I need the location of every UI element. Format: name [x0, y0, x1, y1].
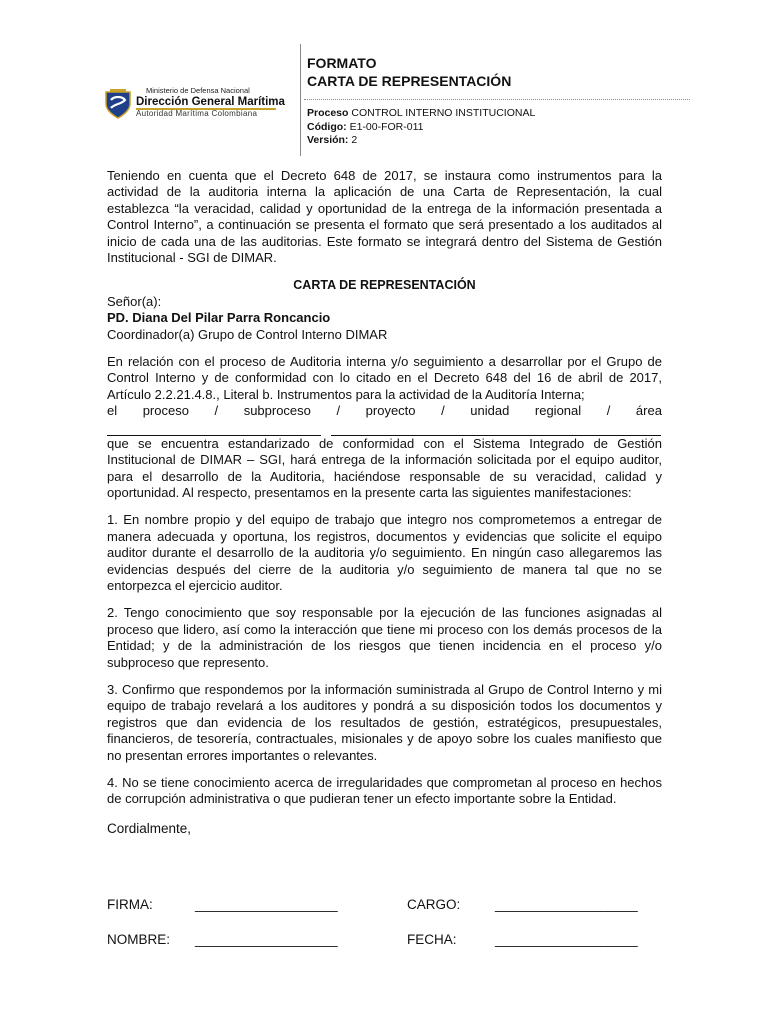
- word: proceso: [142, 403, 189, 419]
- word: área: [635, 403, 662, 419]
- process-name-blank[interactable]: [107, 422, 321, 436]
- org-subtitle: Autoridad Marítima Colombiana: [136, 109, 258, 118]
- word: unidad: [470, 403, 510, 419]
- cargo-blank[interactable]: ___________________: [495, 897, 638, 912]
- form-title-line1: FORMATO: [307, 55, 377, 71]
- item-2: 2. Tengo conocimiento que soy responsable por la ejecución de las funciones asignadas al proceso que lidero, así como la interacción que tiene mi proceso con los demás procesos de la Entidad; y de la administración de los riesgos que tienen incidencia en el proceso y/o subproceso que represento.: [107, 605, 662, 670]
- letter-heading: CARTA DE REPRESENTACIÓN: [293, 278, 476, 293]
- paragraph-1a: En relación con el proceso de Auditoria interna y/o seguimiento a desarrollar por el Grupo de Control Interno y de conformidad con lo citado en el Decreto 648 del 16 de abril de 2017, Artículo 2.2.21.4.8., Literal b. Instrumentos para la actividad de la Auditoría Interna;: [107, 354, 662, 402]
- fecha-blank[interactable]: ___________________: [495, 932, 638, 947]
- process-area-words: [107, 403, 662, 419]
- version-label: Versión:: [307, 134, 349, 146]
- header-horizontal-divider: [304, 99, 690, 100]
- codigo-value: E1-00-FOR-011: [349, 120, 424, 133]
- proceso-value: CONTROL INTERNO INSTITUCIONAL: [351, 107, 536, 119]
- form-title-line2: CARTA DE REPRESENTACIÓN: [307, 73, 512, 89]
- item-1: 1. En nombre propio y del equipo de trabajo que integro nos comprometemos a entregar de manera adecuada y oportuna, los registros, documentos y evidencias que solicite el equipo auditor durante el desarrollo de la auditoria y/o seguimiento. En ningún caso allegaremos las evidencias después del cierre de la auditoria y/o seguimiento de manera tal que no se entorpezca el ejercicio auditor.: [107, 512, 662, 593]
- nombre-blank[interactable]: ___________________: [195, 932, 338, 947]
- proceso-label: Proceso: [307, 107, 349, 119]
- word: /: [441, 403, 445, 419]
- closing: Cordialmente,: [107, 820, 192, 836]
- word: proyecto: [365, 403, 416, 419]
- version-value: 2: [351, 134, 358, 146]
- version-row: [307, 134, 535, 148]
- cargo-label: CARGO:: [407, 897, 461, 912]
- org-name: Dirección General Marítima: [136, 96, 285, 108]
- intro-paragraph: Teniendo en cuenta que el Decreto 648 de 2017, se instaura como instrumentos para la actividad de la auditoria interna la aplicación de una Carta de Representación, la cual establezca “la veracidad, calidad y oportunidad de la entrega de la información presentada a Control Interno”, a continuación se presenta el formato que será presentado a los auditados al inicio de cada una de las auditorias. Este formato se integrará dentro del Sistema de Gestión Institucional - SGI de DIMAR.: [107, 168, 662, 266]
- item-3: 3. Confirmo que respondemos por la información suministrada al Grupo de Control Interno y mi equipo de trabajo revelará a los auditores y pondrá a su disposición todos los documentos y registros que dan evidencia de los resultados de gestión, estratégicos, presupuestales, financieros, de tesorería, contractuales, misionales y de apoyo sobre los cuales manifiesto que no presentan errores importantes o relevantes.: [107, 681, 662, 763]
- word: el: [107, 403, 118, 419]
- firma-blank[interactable]: ___________________: [195, 897, 338, 912]
- firma-label: FIRMA:: [107, 897, 153, 912]
- paragraph-1b: que se encuentra estandarizado de conformidad con el Sistema Integrado de Gestión Institucional de DIMAR – SGI, hará entrega de la información solicitada por el equipo auditor, para el desarrollo de la Auditoria, haciéndose responsable de su veracidad, calidad y oportunidad. Al respecto, presentamos en la presente carta las siguientes manifestaciones:: [107, 435, 662, 500]
- word: subproceso: [243, 403, 311, 419]
- item-4: 4. No se tiene conocimiento acerca de irregularidades que comprometan al proceso en hechos de corrupción administrativa o que pudieran tener un efecto importante sobre la Entidad.: [107, 775, 662, 807]
- word: /: [336, 403, 341, 419]
- word: regional: [534, 403, 582, 419]
- area-name-blank[interactable]: [331, 422, 661, 436]
- codigo-label: Código:: [307, 120, 347, 133]
- signature-row-1: [107, 897, 667, 917]
- salutation: Señor(a):: [107, 293, 162, 309]
- ministry-label: Ministerio de Defensa Nacional: [146, 86, 250, 95]
- recipient-name: PD. Diana Del Pilar Parra Roncancio: [107, 310, 331, 326]
- fecha-label: FECHA:: [407, 932, 457, 947]
- dimar-logo: [90, 66, 295, 138]
- header-vertical-divider: [300, 44, 301, 156]
- proceso-row: [307, 107, 535, 121]
- word: /: [606, 403, 611, 419]
- nombre-label: NOMBRE:: [107, 932, 171, 947]
- process-fill-line: [107, 422, 662, 436]
- codigo-row: [307, 121, 535, 135]
- signature-row-2: [107, 932, 667, 952]
- document-body: [107, 168, 662, 837]
- dimar-shield-icon: [104, 88, 132, 120]
- recipient-role: Coordinador(a) Grupo de Control Interno DIMAR: [107, 326, 388, 342]
- form-title: [307, 54, 511, 90]
- document-header: [90, 44, 690, 156]
- word: /: [214, 403, 219, 419]
- form-metadata: [307, 107, 535, 148]
